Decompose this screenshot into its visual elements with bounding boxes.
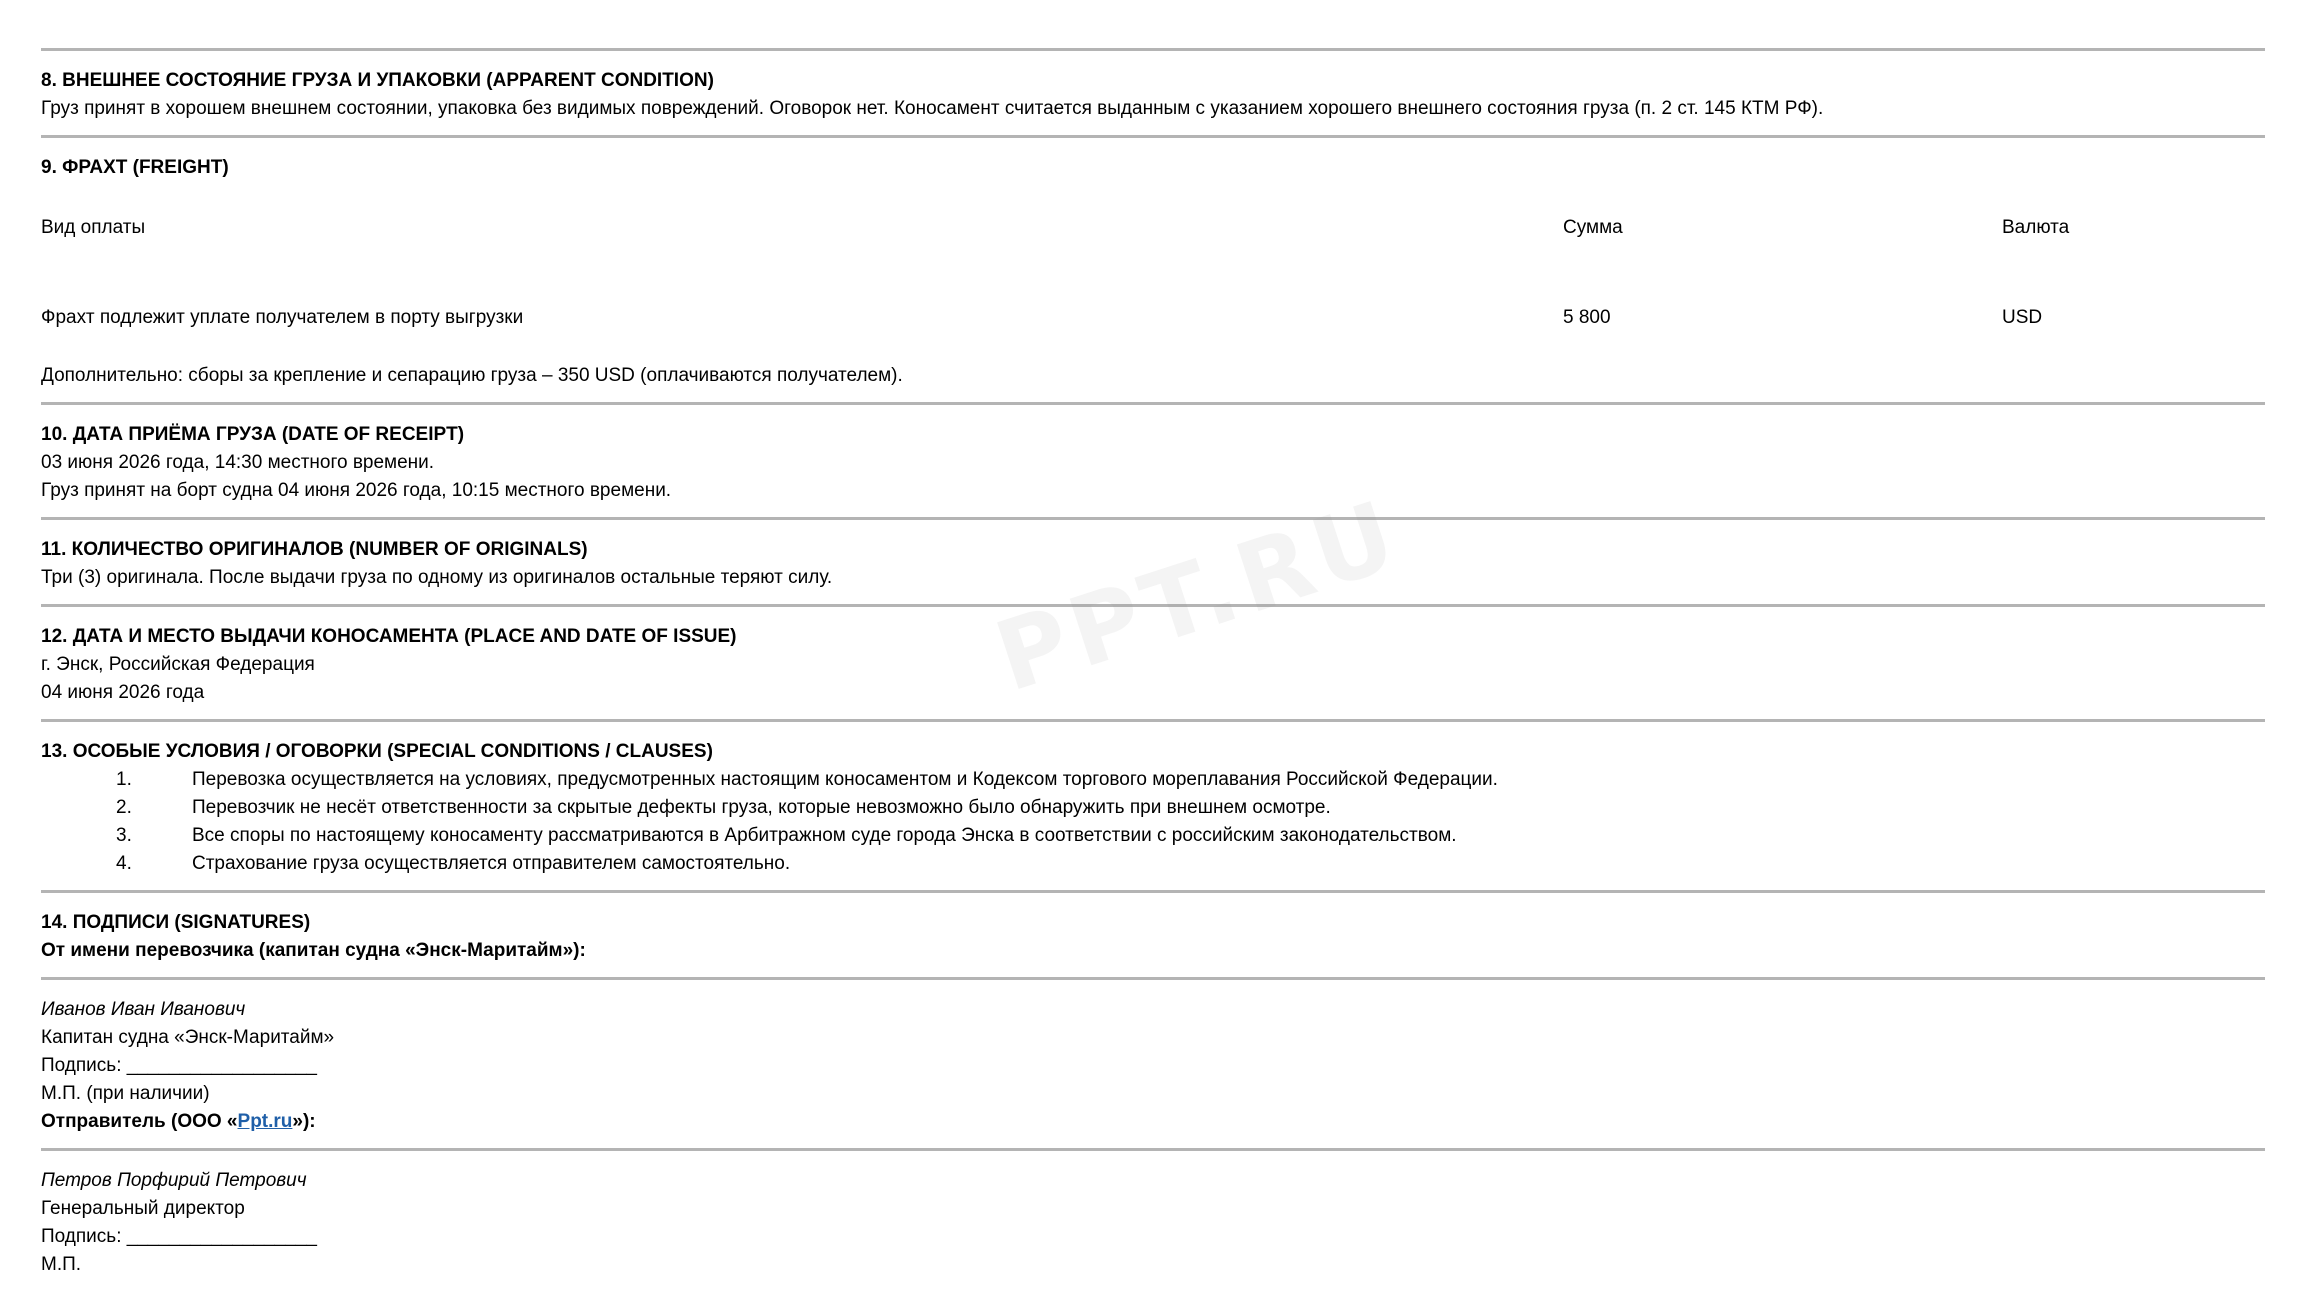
list-item-number: 3. <box>116 825 132 846</box>
section-signatures <box>41 893 2265 977</box>
list-item-number: 1. <box>116 769 132 790</box>
carrier-stamp: М.П. (при наличии) <box>41 1083 210 1104</box>
loading-date: Груз принят на борт судна 04 июня 2026 года, 10:15 местного времени. <box>41 480 672 501</box>
section-number-of-originals <box>41 520 2265 604</box>
section-date-of-receipt <box>41 405 2265 517</box>
issue-date: 04 июня 2026 года <box>41 682 205 703</box>
section-freight <box>41 138 2265 402</box>
list-item <box>41 822 2265 850</box>
freight-header-amount: Сумма <box>1563 217 1623 238</box>
carrier-signature-line: Подпись: __________________ <box>41 1055 317 1076</box>
shipper-label <box>41 1108 2265 1136</box>
section-heading: 10. ДАТА ПРИЁМА ГРУЗА (DATE OF RECEIPT) <box>41 424 465 445</box>
freight-cell-amount: 5 800 <box>1563 307 1611 328</box>
section-heading: 11. КОЛИЧЕСТВО ОРИГИНАЛОВ (NUMBER OF ORIGINALS) <box>41 539 588 560</box>
list-item <box>41 850 2265 878</box>
shipper-name: Петров Порфирий Петрович <box>41 1170 307 1191</box>
shipper-signature-block <box>41 1151 2265 1291</box>
receipt-date: 03 июня 2026 года, 14:30 местного времени. <box>41 452 435 473</box>
shipper-stamp: М.П. <box>41 1254 82 1275</box>
section-text: Груз принят в хорошем внешнем состоянии, упаковка без видимых повреждений. Оговорок нет. Коносамент считается выданным с указанием хорошего внешнего состояния груза (п. 2 ст. 145 КТМ РФ). <box>41 98 1824 119</box>
document-page <box>41 48 2265 1291</box>
freight-cell-currency: USD <box>2002 307 2043 328</box>
carrier-signature-block <box>41 980 2265 1148</box>
freight-header-currency: Валюта <box>2002 217 2070 238</box>
section-heading: 12. ДАТА И МЕСТО ВЫДАЧИ КОНОСАМЕНТА (PLACE AND DATE OF ISSUE) <box>41 626 737 647</box>
section-heading: 9. ФРАХТ (FREIGHT) <box>41 157 229 178</box>
list-item-text: Все споры по настоящему коносаменту рассматриваются в Арбитражном суде города Энска в соответствии с российским законодательством. <box>192 825 1457 846</box>
carrier-label: От имени перевозчика (капитан судна «Энск-Маритайм»): <box>41 940 586 961</box>
section-place-date-of-issue <box>41 607 2265 719</box>
shipper-signature-line: Подпись: __________________ <box>41 1226 317 1247</box>
section-heading: 14. ПОДПИСИ (SIGNATURES) <box>41 912 311 933</box>
list-item <box>41 794 2265 822</box>
list-item-number: 4. <box>116 853 132 874</box>
section-text: Три (3) оригинала. После выдачи груза по одному из оригиналов остальные теряют силу. <box>41 567 833 588</box>
watermark: PPT.RU <box>982 478 1414 714</box>
freight-note: Дополнительно: сборы за крепление и сепарацию груза – 350 USD (оплачиваются получателем). <box>41 365 903 386</box>
shipper-label-prefix: Отправитель (ООО « <box>41 1111 238 1132</box>
issue-place: г. Энск, Российская Федерация <box>41 654 315 675</box>
list-item-text: Страхование груза осуществляется отправителем самостоятельно. <box>192 853 791 874</box>
list-item-number: 2. <box>116 797 132 818</box>
section-special-conditions <box>41 722 2265 890</box>
shipper-label-suffix: »): <box>292 1111 316 1132</box>
freight-header-payment-type: Вид оплаты <box>41 217 146 238</box>
carrier-position: Капитан судна «Энск-Маритайм» <box>41 1027 335 1048</box>
list-item-text: Перевозчик не несёт ответственности за скрытые дефекты груза, которые невозможно было обнаружить при внешнем осмотре. <box>192 797 1331 818</box>
shipper-position: Генеральный директор <box>41 1198 245 1219</box>
freight-cell-payment-type: Фрахт подлежит уплате получателем в порту выгрузки <box>41 307 524 328</box>
section-heading: 13. ОСОБЫЕ УСЛОВИЯ / ОГОВОРКИ (SPECIAL CONDITIONS / CLAUSES) <box>41 741 713 762</box>
list-item-text: Перевозка осуществляется на условиях, предусмотренных настоящим коносаментом и Кодексом торгового мореплавания Российской Федерации. <box>192 769 1498 790</box>
section-apparent-condition <box>41 51 2265 135</box>
carrier-name: Иванов Иван Иванович <box>41 999 246 1020</box>
list-item <box>41 766 2265 794</box>
freight-table <box>41 214 2265 332</box>
section-heading: 8. ВНЕШНЕЕ СОСТОЯНИЕ ГРУЗА И УПАКОВКИ (APPARENT CONDITION) <box>41 70 714 91</box>
company-link[interactable]: Ppt.ru <box>237 1111 293 1132</box>
